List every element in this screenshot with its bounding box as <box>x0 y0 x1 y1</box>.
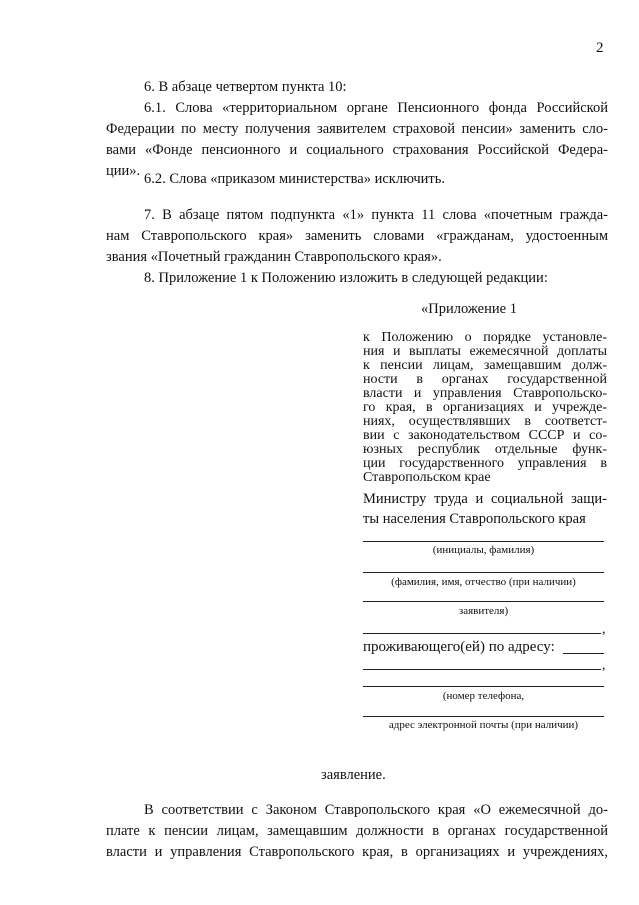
item-6-2: 6.2. Слова «приказом министерства» исключить. <box>144 171 445 187</box>
statement-line-1: В соответствии с Законом Ставропольского края «О ежемесячной до- <box>144 802 608 818</box>
addressee-line-2: ты населения Ставропольского края <box>363 511 586 527</box>
address-blank-line-3 <box>363 669 601 670</box>
appendix-ref-line: ния и выплаты ежемесячной доплаты <box>363 344 607 359</box>
initials-blank-line <box>363 541 604 542</box>
comma-1: , <box>602 622 606 637</box>
initials-caption: (инициалы, фамилия) <box>432 544 535 556</box>
appendix-reference <box>363 331 607 485</box>
residing-label: проживающего(ей) по адресу: <box>363 639 555 655</box>
appendix-ref-line: ции государственного управления в <box>363 456 607 471</box>
appendix-ref-line: юзных республик отдельные функ- <box>363 442 607 457</box>
statement-line-3: власти и управления Ставропольского края, в организациях и учреждениях, <box>106 844 608 860</box>
appendix-ref-line: ниях, осуществлявших в соответст- <box>363 414 607 429</box>
item-8: 8. Приложение 1 к Положению изложить в следующей редакции: <box>144 270 548 286</box>
appendix-ref-line: к пенсии лицам, замещавшим долж- <box>363 358 607 373</box>
appendix-ref-line: го края, в организациях и учрежде- <box>363 400 607 415</box>
appendix-ref-line: к Положению о порядке установле- <box>363 330 607 345</box>
appendix-title: «Приложение 1 <box>421 301 517 317</box>
item-6-1-line-2: Федерации по месту получения заявителем страховой пенсии» заменить сло- <box>106 121 608 137</box>
page-number: 2 <box>596 40 604 56</box>
appendix-ref-line: Ставропольском крае <box>363 470 491 485</box>
addressee-line-1: Министру труда и социальной защи- <box>363 491 607 507</box>
applicant-blank-line <box>363 601 604 602</box>
address-blank-line-1 <box>363 633 601 634</box>
appendix-ref-line: вии с законодательством СССР и со- <box>363 428 607 443</box>
statement-line-2: плате к пенсии лицам, замещавшим должности в органах государственной <box>106 823 608 839</box>
fio-blank-line <box>363 572 604 573</box>
phone-caption: (номер телефона, <box>442 690 525 702</box>
item-6-1-line-1: 6.1. Слова «территориальном органе Пенсионного фонда Российской <box>144 100 608 116</box>
appendix-ref-line: власти и управления Ставропольско- <box>363 386 607 401</box>
item-7-line-3: звания «Почетный гражданин Ставропольского края». <box>106 249 442 265</box>
item-7-line-2: нам Ставропольского края» заменить словами «гражданам, удостоенным <box>106 228 608 244</box>
item-6-1-line-3: вами «Фонде пенсионного и социального страхования Российской Федера- <box>106 142 608 158</box>
comma-2: , <box>602 658 606 673</box>
item-6-heading: 6. В абзаце четвертом пункта 10: <box>144 79 347 95</box>
applicant-caption: заявителя) <box>458 605 509 617</box>
statement-title: заявление. <box>321 767 386 783</box>
fio-caption: (фамилия, имя, отчество (при наличии) <box>391 576 576 588</box>
item-6-1-line-4: ции». <box>106 163 141 179</box>
phone-blank-line <box>363 686 604 687</box>
email-blank-line <box>363 716 604 717</box>
email-caption: адрес электронной почты (при наличии) <box>388 719 579 731</box>
address-blank-line-2 <box>563 653 604 654</box>
appendix-ref-line: ности в органах государственной <box>363 372 607 387</box>
item-7-line-1: 7. В абзаце пятом подпункта «1» пункта 11 слова «почетным гражда- <box>144 207 608 223</box>
